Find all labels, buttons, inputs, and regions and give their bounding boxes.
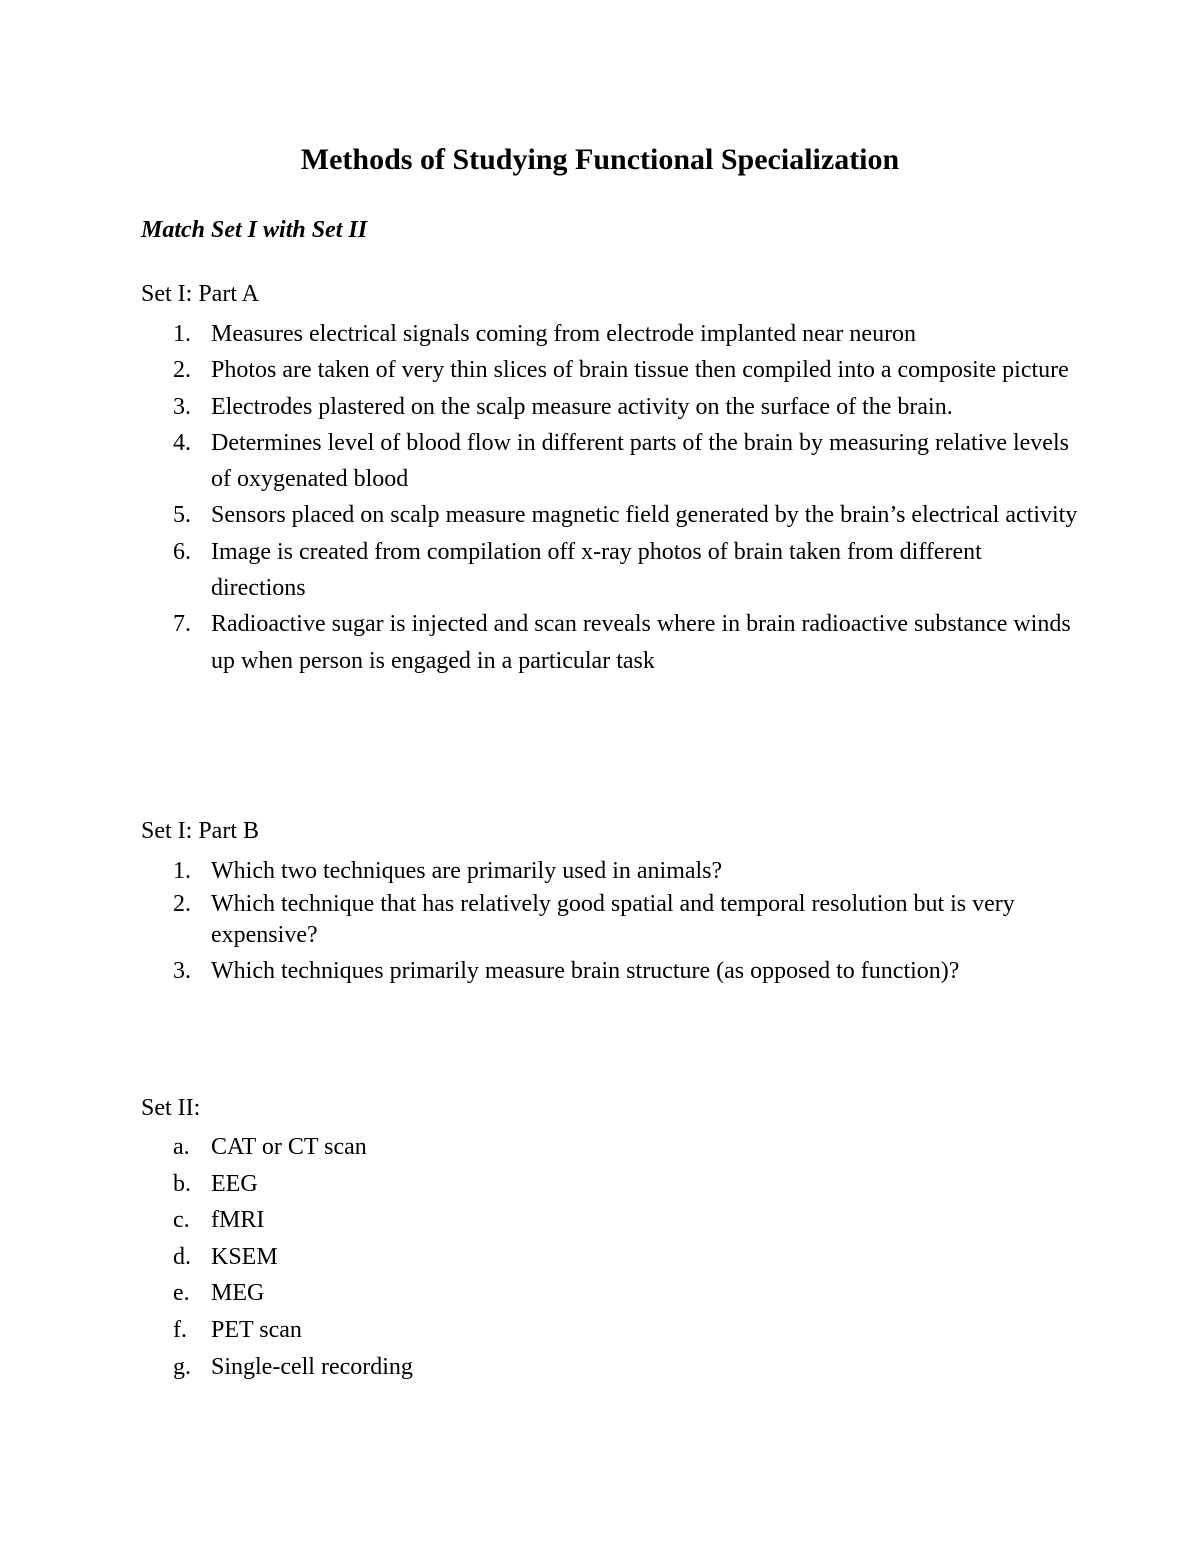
part-a-item <box>141 425 1081 498</box>
item-text: Single-cell recording <box>211 1353 413 1380</box>
set-ii-list <box>141 1129 1081 1385</box>
item-text: Sensors placed on scalp measure magnetic field generated by the brain’s electrical activity <box>211 502 1078 529</box>
part-a-item <box>141 316 1081 352</box>
set-ii-heading: Set II: <box>141 1095 201 1121</box>
item-number: 3. <box>173 958 191 984</box>
item-text: EEG <box>211 1170 258 1197</box>
item-letter: e. <box>173 1280 190 1307</box>
set-ii-item <box>141 1312 1081 1349</box>
part-a-item <box>141 534 1081 607</box>
set-ii-item <box>141 1275 1081 1312</box>
item-text: Which techniques primarily measure brain structure (as opposed to function)? <box>211 958 960 984</box>
item-text: MEG <box>211 1280 265 1307</box>
page-title: Methods of Studying Functional Specialization <box>300 143 900 176</box>
item-letter: g. <box>173 1353 191 1380</box>
item-number: 7. <box>173 611 191 638</box>
item-letter: f. <box>173 1316 187 1343</box>
item-number: 2. <box>173 891 191 917</box>
item-number: 5. <box>173 502 191 529</box>
set-ii-item <box>141 1166 1081 1203</box>
item-number: 6. <box>173 538 191 565</box>
item-text: CAT or CT scan <box>211 1134 367 1160</box>
set-ii-item <box>141 1202 1081 1239</box>
part-b-item <box>141 953 1081 989</box>
part-a-item <box>141 352 1081 388</box>
part-a-item <box>141 389 1081 425</box>
part-a-item <box>141 497 1081 533</box>
item-letter: b. <box>173 1170 191 1197</box>
part-a-list <box>141 316 1081 679</box>
part-a-heading: Set I: Part A <box>141 281 259 307</box>
part-b-heading: Set I: Part B <box>141 818 259 844</box>
item-text: Which technique that has relatively good spatial and temporal resolution but is very expensive? <box>211 891 1015 948</box>
item-number: 3. <box>173 393 191 420</box>
item-number: 2. <box>173 357 191 384</box>
item-number: 1. <box>173 858 191 884</box>
item-letter: c. <box>173 1207 190 1234</box>
item-number: 1. <box>173 321 191 347</box>
item-number: 4. <box>173 429 191 456</box>
item-text: Measures electrical signals coming from electrode implanted near neuron <box>211 321 917 347</box>
item-text: PET scan <box>211 1316 302 1343</box>
item-text: Determines level of blood flow in different parts of the brain by measuring relative levels of oxygenated blood <box>211 429 1069 493</box>
part-a-item <box>141 606 1081 679</box>
item-text: KSEM <box>211 1243 278 1270</box>
item-text: Image is created from compilation off x-ray photos of brain taken from different directions <box>211 538 982 602</box>
set-ii-item <box>141 1129 1081 1166</box>
item-text: fMRI <box>211 1207 265 1234</box>
set-ii-item <box>141 1239 1081 1276</box>
set-ii-item <box>141 1349 1081 1386</box>
item-text: Photos are taken of very thin slices of brain tissue then compiled into a composite picture <box>211 357 1069 384</box>
item-text: Which two techniques are primarily used in animals? <box>211 858 723 884</box>
item-letter: a. <box>173 1134 190 1160</box>
item-letter: d. <box>173 1243 191 1270</box>
part-b-item <box>141 856 1081 887</box>
instruction-text: Match Set I with Set II <box>141 217 368 243</box>
part-b-item <box>141 889 1081 951</box>
item-text: Electrodes plastered on the scalp measure activity on the surface of the brain. <box>211 393 953 420</box>
item-text: Radioactive sugar is injected and scan reveals where in brain radioactive substance winds up when person is engaged in a particular task <box>211 611 1071 674</box>
part-b-list <box>141 856 1081 991</box>
